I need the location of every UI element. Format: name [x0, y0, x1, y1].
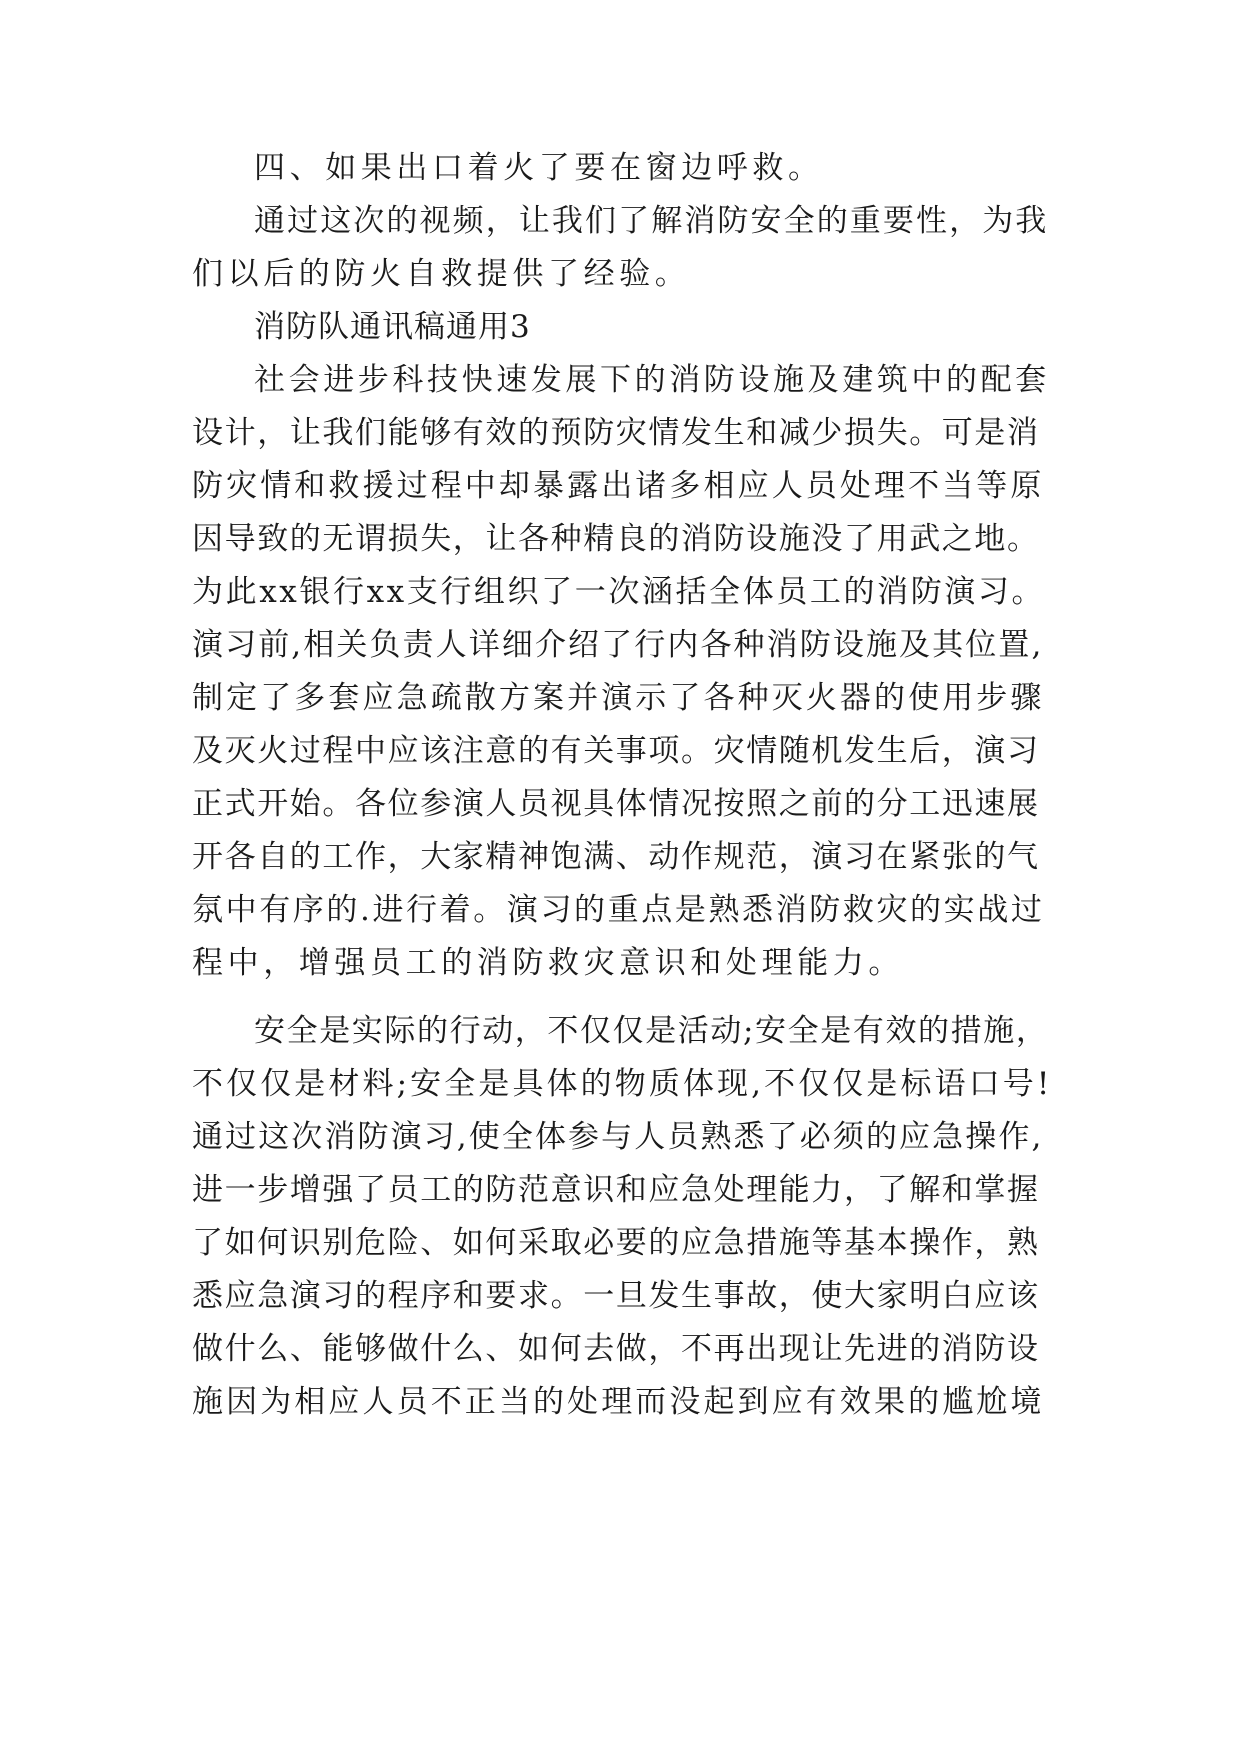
paragraph-line: 程中，增强员工的消防救灾意识和处理能力。 [192, 945, 904, 981]
paragraph-line: 正式开始。各位参演人员视具体情况按照之前的分工迅速展 [192, 786, 1040, 822]
paragraph-line: 做什么、能够做什么、如何去做，不再出现让先进的消防设 [192, 1331, 1040, 1367]
paragraph-line: 开各自的工作，大家精神饱满、动作规范，演习在紧张的气 [192, 839, 1040, 875]
paragraph-line: 们以后的防火自救提供了经验。 [192, 256, 691, 292]
paragraph-line: 不仅仅是材料;安全是具体的物质体现,不仅仅是标语口号! [192, 1066, 1053, 1102]
paragraph-line: 防灾情和救援过程中却暴露出诸多相应人员处理不当等原 [192, 468, 1045, 504]
paragraph-line: 了如何识别危险、如何采取必要的应急措施等基本操作，熟 [192, 1225, 1040, 1261]
paragraph-line: 社会进步科技快速发展下的消防设施及建筑中的配套 [254, 362, 1050, 398]
paragraph-line: 为此xx银行xx支行组织了一次涵括全体员工的消防演习。 [192, 574, 1046, 610]
paragraph-line: 四、如果出口着火了要在窗边呼救。 [254, 150, 824, 186]
paragraph-line: 制定了多套应急疏散方案并演示了各种灭火器的使用步骤 [192, 680, 1045, 716]
paragraph-line: 氛中有序的.进行着。演习的重点是熟悉消防救灾的实战过 [192, 892, 1045, 928]
paragraph-line: 施因为相应人员不正当的处理而没起到应有效果的尴尬境 [192, 1384, 1045, 1420]
paragraph-line: 通过这次的视频，让我们了解消防安全的重要性，为我 [254, 203, 1049, 239]
paragraph-line: 通过这次消防演习,使全体参与人员熟悉了必须的应急操作, [192, 1119, 1044, 1155]
paragraph-line: 及灭火过程中应该注意的有关事项。灾情随机发生后，演习 [192, 733, 1040, 769]
paragraph-line: 因导致的无谓损失，让各种精良的消防设施没了用武之地。 [192, 521, 1040, 557]
section-heading: 消防队通讯稿通用3 [254, 309, 531, 345]
paragraph-line: 演习前,相关负责人详细介绍了行内各种消防设施及其位置, [192, 627, 1044, 663]
paragraph-line: 安全是实际的行动，不仅仅是活动;安全是有效的措施， [254, 1013, 1049, 1049]
paragraph-line: 进一步增强了员工的防范意识和应急处理能力，了解和掌握 [192, 1172, 1040, 1208]
paragraph-line: 设计，让我们能够有效的预防灾情发生和减少损失。可是消 [192, 415, 1040, 451]
paragraph-line: 悉应急演习的程序和要求。一旦发生事故，使大家明白应该 [192, 1278, 1040, 1314]
